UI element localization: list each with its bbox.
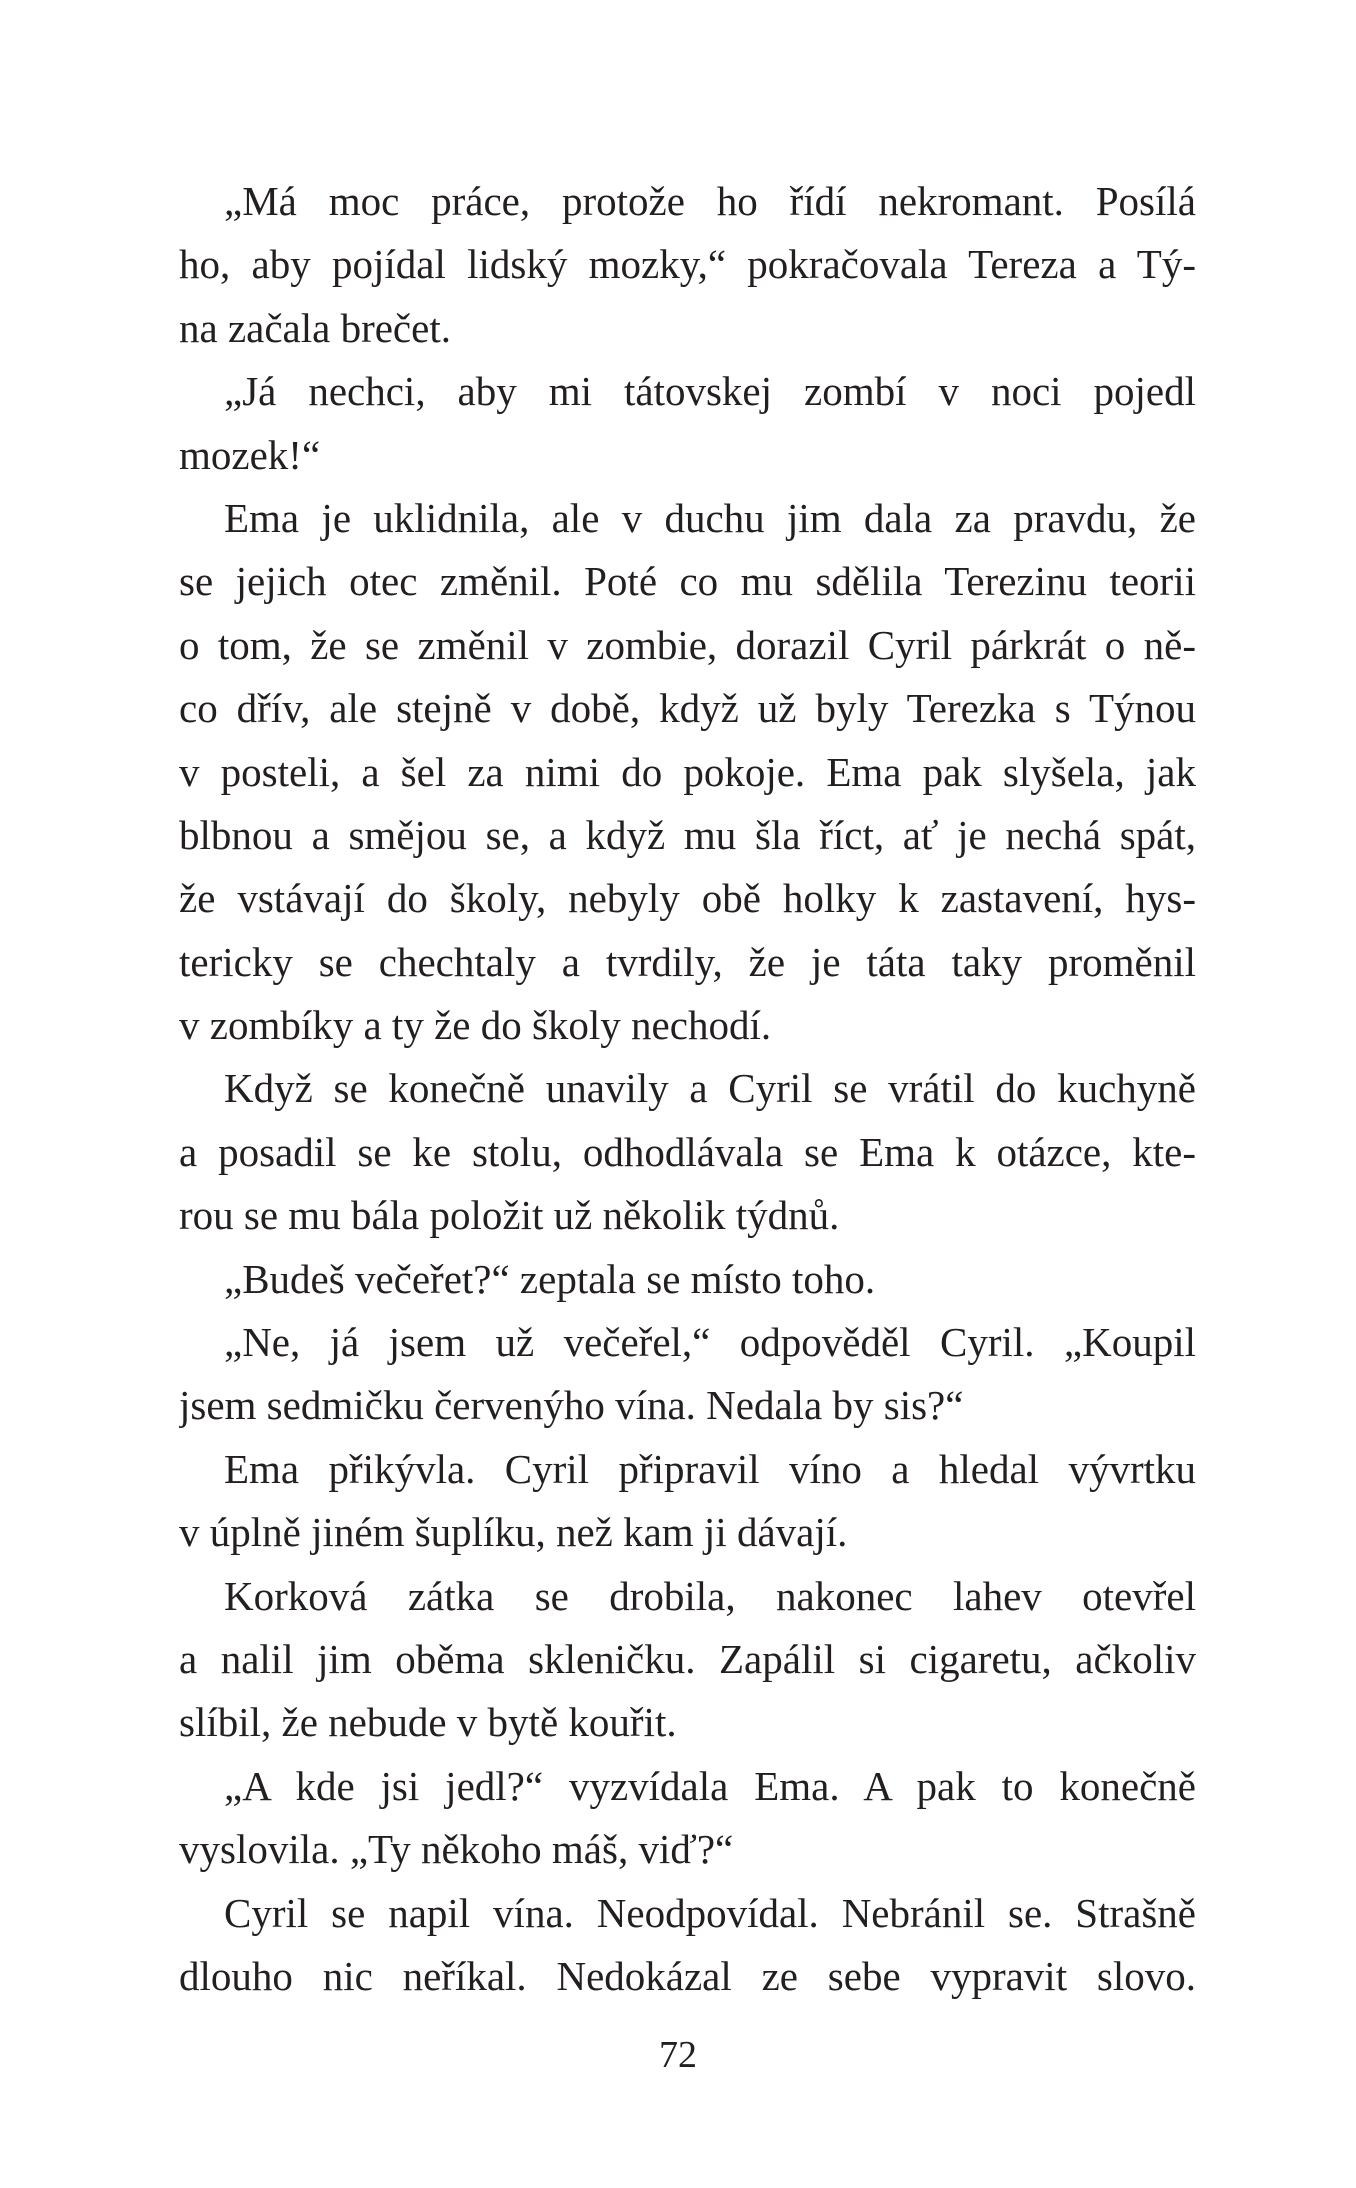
text-line: co dřív, ale stejně v době, když už byly Terezka s Týnou [179, 685, 1196, 732]
text-line: jsem sedmičku červenýho vína. Nedala by sis?“ [179, 1382, 964, 1429]
text-line: Cyril se napil vína. Neodpovídal. Nebránil se. Strašně [224, 1889, 1196, 1936]
text-line: o tom, že se změnil v zombie, dorazil Cyril párkrát o ně- [179, 621, 1196, 668]
text-line: mozek!“ [179, 431, 321, 478]
text-line: v zombíky a ty že do školy nechodí. [179, 1002, 772, 1049]
text-line: Ema přikývla. Cyril připravil víno a hledal vývrtku [224, 1445, 1196, 1492]
page-number: 72 [659, 2034, 697, 2076]
text-line: rou se mu bála položit už několik týdnů. [179, 1192, 840, 1239]
text-line: se jejich otec změnil. Poté co mu sdělila Terezinu teorii [179, 558, 1196, 605]
text-line: „Já nechci, aby mi tátovskej zombí v noci pojedl [224, 368, 1196, 415]
text-line: Korková zátka se drobila, nakonec lahev otevřel [224, 1572, 1196, 1619]
text-line: dlouho nic neříkal. Nedokázal ze sebe vypravit slovo. [179, 1952, 1196, 1999]
text-line: tericky se chechtaly a tvrdily, že je táta taky proměnil [179, 938, 1196, 985]
text-line: „A kde jsi jedl?“ vyzvídala Ema. A pak to konečně [224, 1762, 1196, 1809]
text-line: „Ne, já jsem už večeřel,“ odpověděl Cyril. „Koupil [224, 1319, 1196, 1366]
text-line: Když se konečně unavily a Cyril se vrátil do kuchyně [224, 1065, 1196, 1112]
text-line: a nalil jim oběma skleničku. Zapálil si cigaretu, ačkoliv [179, 1635, 1196, 1682]
text-line: vyslovila. „Ty někoho máš, viď?“ [179, 1826, 734, 1873]
text-line: „Budeš večeřet?“ zeptala se místo toho. [224, 1255, 876, 1302]
text-line: slíbil, že nebude v bytě kouřit. [179, 1699, 677, 1746]
text-line: ho, aby pojídal lidský mozky,“ pokračovala Tereza a Tý- [179, 241, 1196, 288]
text-line: v úplně jiném šuplíku, než kam ji dávají. [179, 1509, 848, 1556]
book-page-text [179, 170, 1196, 2008]
text-line: že vstávají do školy, nebyly obě holky k zastavení, hys- [179, 875, 1196, 922]
text-line: a posadil se ke stolu, odhodlávala se Ema k otázce, kte- [179, 1128, 1196, 1175]
text-line: blbnou a smějou se, a když mu šla říct, ať je nechá spát, [179, 811, 1196, 858]
text-line: Ema je uklidnila, ale v duchu jim dala za pravdu, že [224, 494, 1196, 541]
text-line: „Má moc práce, protože ho řídí nekromant. Posílá [224, 178, 1196, 224]
text-line: na začala brečet. [179, 304, 451, 351]
text-line: v posteli, a šel za nimi do pokoje. Ema pak slyšela, jak [179, 748, 1196, 795]
